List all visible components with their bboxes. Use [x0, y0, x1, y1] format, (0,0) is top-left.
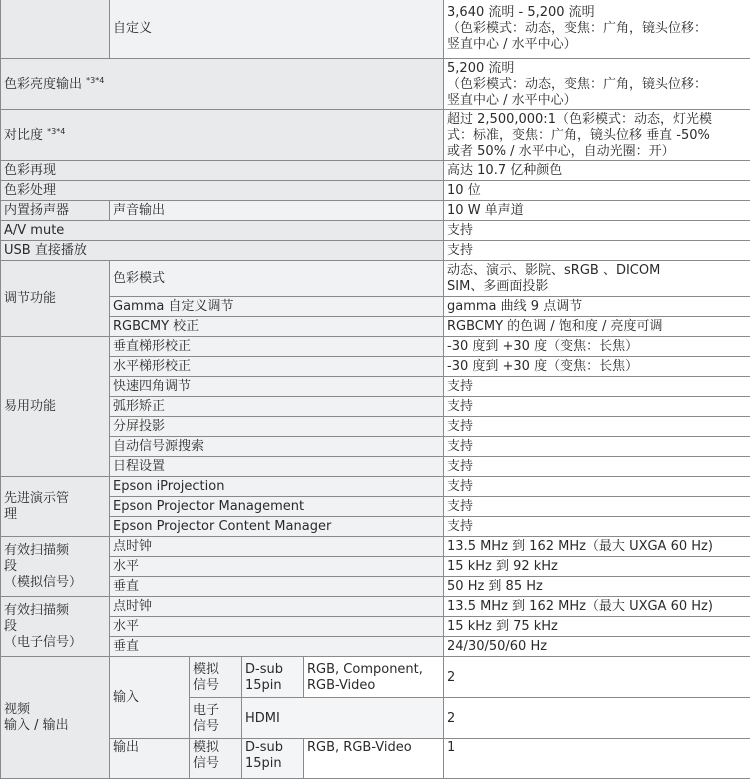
scan-digital-sub: 水平	[110, 617, 444, 637]
scan-digital-label: 有效扫描频 段 （电子信号）	[1, 597, 110, 657]
row-color-processing	[1, 181, 750, 201]
table-row	[1, 557, 750, 577]
row-usb-play-value: 支持	[444, 241, 750, 261]
row-custom-label: 自定义	[110, 0, 444, 59]
row-custom	[1, 0, 750, 59]
advanced-value: 支持	[444, 497, 750, 517]
table-row	[1, 517, 750, 537]
table-row	[1, 417, 750, 437]
video-input-label: 输入	[110, 657, 190, 739]
video-output-signal: RGB, RGB-Video	[304, 739, 444, 779]
video-output-row	[1, 739, 750, 779]
table-row	[1, 617, 750, 637]
adjust-sub-label: Gamma 自定义调节	[110, 297, 444, 317]
scan-analog-label: 有效扫描频 段 （模拟信号）	[1, 537, 110, 597]
ease-value: 支持	[444, 437, 750, 457]
scan-digital-value: 15 kHz 到 75 kHz	[444, 617, 750, 637]
ease-value: 支持	[444, 397, 750, 417]
adjust-sub-label: 色彩模式	[110, 261, 444, 297]
video-analog-port: D-sub 15pin	[242, 657, 304, 698]
scan-digital-sub: 点时钟	[110, 597, 444, 617]
advanced-value: 支持	[444, 517, 750, 537]
row-contrast	[1, 110, 750, 161]
row-contrast-label: 对比度 $^{*3*4}$	[1, 110, 444, 161]
table-row	[1, 597, 750, 617]
table-row	[1, 297, 750, 317]
ease-sub-label: 垂直梯形校正	[110, 337, 444, 357]
scan-digital-value: 24/30/50/60 Hz	[444, 637, 750, 657]
video-output-port: D-sub 15pin	[242, 739, 304, 779]
row-contrast-value: 超过 2,500,000:1（色彩模式：动态，灯光模 式：标准，变焦：广角，镜头位移 垂直 -50% 或者 50% / 水平中心，自动光圈：开）	[444, 110, 750, 161]
table-row	[1, 457, 750, 477]
ease-value: -30 度到 +30 度（变焦：长焦）	[444, 337, 750, 357]
advanced-value: 支持	[444, 477, 750, 497]
advanced-sub-label: Epson Projector Content Manager	[110, 517, 444, 537]
scan-analog-value: 13.5 MHz 到 162 MHz（最大 UXGA 60 Hz)	[444, 537, 750, 557]
table-row	[1, 261, 750, 297]
table-row	[1, 577, 750, 597]
table-row	[1, 637, 750, 657]
ease-group-label: 易用功能	[1, 337, 110, 477]
adjust-value: gamma 曲线 9 点调节	[444, 297, 750, 317]
ease-value: 支持	[444, 377, 750, 397]
adjust-value: RGBCMY 的色调 / 饱和度 / 亮度可调	[444, 317, 750, 337]
row-custom-value: 3,640 流明 - 5,200 流明 （色彩模式：动态，变焦：广角，镜头位移： 竖直中心 / 水平中心）	[444, 0, 750, 59]
adjust-sub-label: RGBCMY 校正	[110, 317, 444, 337]
row-color-processing-label: 色彩处理	[1, 181, 444, 201]
ease-sub-label: 弧形矫正	[110, 397, 444, 417]
scan-analog-sub: 点时钟	[110, 537, 444, 557]
table-row	[1, 337, 750, 357]
ease-sub-label: 日程设置	[110, 457, 444, 477]
row-color-brightness	[1, 59, 750, 110]
table-row	[1, 377, 750, 397]
row-color-reproduction	[1, 161, 750, 181]
row-color-brightness-value: 5,200 流明 （色彩模式：动态，变焦：广角，镜头位移： 竖直中心 / 水平中心）	[444, 59, 750, 110]
row-color-reproduction-value: 高达 10.7 亿种颜色	[444, 161, 750, 181]
scan-analog-sub: 水平	[110, 557, 444, 577]
scan-digital-sub: 垂直	[110, 637, 444, 657]
video-digital-type: 电子 信号	[190, 698, 242, 739]
ease-sub-label: 自动信号源搜索	[110, 437, 444, 457]
table-row	[1, 537, 750, 557]
table-row	[1, 437, 750, 457]
row-color-reproduction-label: 色彩再现	[1, 161, 444, 181]
adjust-group-label: 调节功能	[1, 261, 110, 337]
row-av-mute-value: 支持	[444, 221, 750, 241]
ease-value: -30 度到 +30 度（变焦：长焦）	[444, 357, 750, 377]
ease-value: 支持	[444, 457, 750, 477]
row-av-mute	[1, 221, 750, 241]
row-av-mute-label: A/V mute	[1, 221, 444, 241]
video-output-type: 模拟 信号	[190, 739, 242, 779]
ease-sub-label: 快速四角调节	[110, 377, 444, 397]
row-usb-play	[1, 241, 750, 261]
row-speaker-sub: 声音输出	[110, 201, 444, 221]
row-custom-blank	[1, 0, 110, 59]
video-analog-count: 2	[444, 657, 750, 698]
scan-analog-sub: 垂直	[110, 577, 444, 597]
ease-sub-label: 水平梯形校正	[110, 357, 444, 377]
table-row	[1, 317, 750, 337]
table-row	[1, 477, 750, 497]
scan-digital-value: 13.5 MHz 到 162 MHz（最大 UXGA 60 Hz)	[444, 597, 750, 617]
footnote-marker: *3*4	[86, 76, 104, 85]
video-group-label: 视频 输入 / 输出	[1, 657, 110, 779]
video-analog-signal: RGB, Component, RGB-Video	[304, 657, 444, 698]
table-row	[1, 357, 750, 377]
row-speaker-label: 内置扬声器	[1, 201, 110, 221]
row-usb-play-label: USB 直接播放	[1, 241, 444, 261]
video-digital-count: 2	[444, 698, 750, 739]
advanced-sub-label: Epson Projector Management	[110, 497, 444, 517]
table-row	[1, 497, 750, 517]
advanced-sub-label: Epson iProjection	[110, 477, 444, 497]
advanced-group-label: 先进演示管 理	[1, 477, 110, 537]
video-output-label: 输出	[110, 739, 190, 779]
ease-value: 支持	[444, 417, 750, 437]
scan-analog-value: 15 kHz 到 92 kHz	[444, 557, 750, 577]
table-row	[1, 397, 750, 417]
row-speaker	[1, 201, 750, 221]
row-speaker-value: 10 W 单声道	[444, 201, 750, 221]
footnote-marker: *3*4	[47, 127, 65, 136]
row-color-brightness-label: 色彩亮度输出 $^{*3*4}$	[1, 59, 444, 110]
video-output-count: 1	[444, 739, 750, 779]
video-analog-row	[1, 657, 750, 698]
video-analog-type: 模拟 信号	[190, 657, 242, 698]
row-color-processing-value: 10 位	[444, 181, 750, 201]
scan-analog-value: 50 Hz 到 85 Hz	[444, 577, 750, 597]
ease-sub-label: 分屏投影	[110, 417, 444, 437]
adjust-value: 动态、演示、影院、sRGB 、DICOM SIM、多画面投影	[444, 261, 750, 297]
video-digital-port: HDMI	[242, 698, 444, 739]
